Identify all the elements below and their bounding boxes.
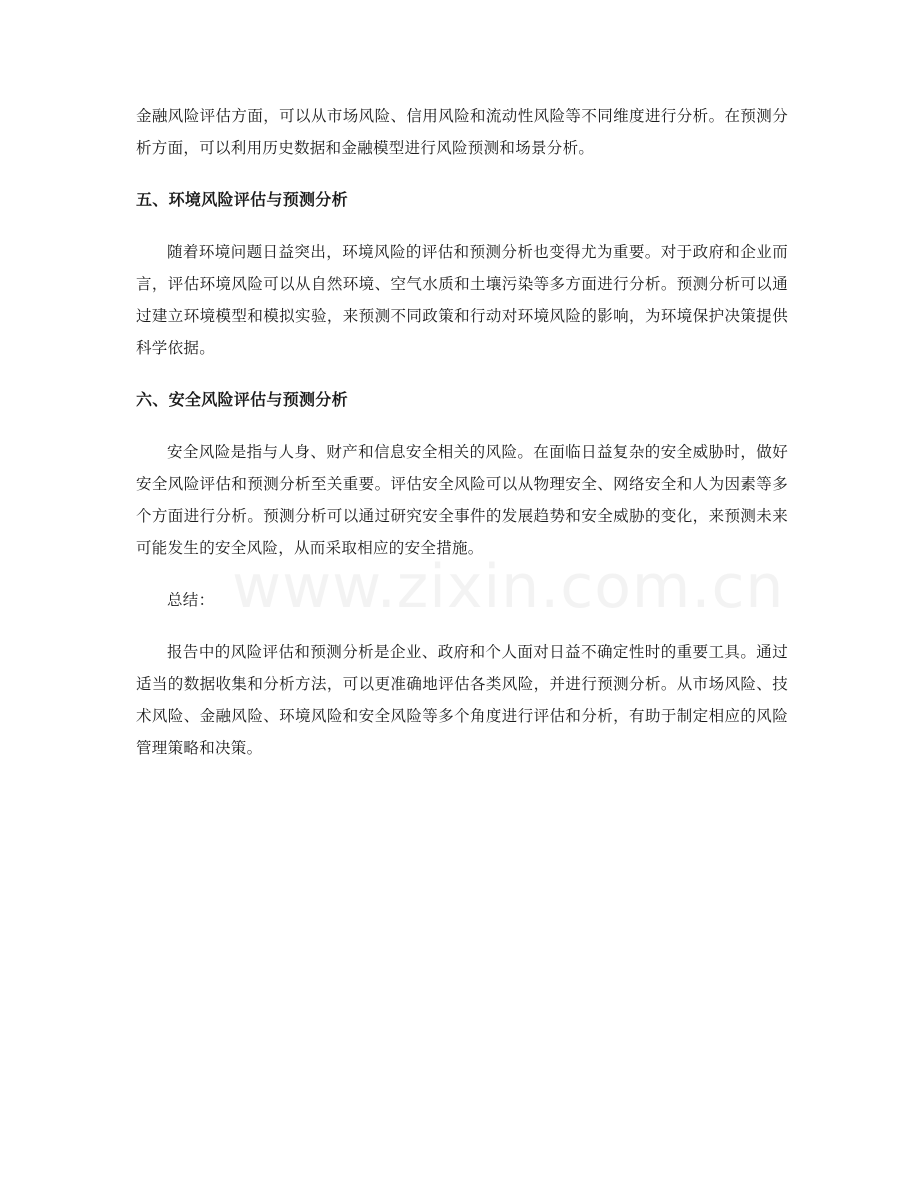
intro-paragraph: 金融风险评估方面，可以从市场风险、信用风险和流动性风险等不同维度进行分析。在预测分析方面，可以利用历史数据和金融模型进行风险预测和场景分析。: [136, 107, 788, 157]
document-body: [136, 100, 788, 764]
summary-paragraph: 报告中的风险评估和预测分析是企业、政府和个人面对日益不确定性时的重要工具。通过适当的数据收集和分析方法，可以更准确地评估各类风险，并进行预测分析。从市场风险、技术风险、金融风险、环境风险和安全风险等多个角度进行评估和分析，有助于制定相应的风险管理策略和决策。: [136, 643, 788, 757]
section-heading-environment: 五、环境风险评估与预测分析: [136, 190, 348, 209]
environment-paragraph: 随着环境问题日益突出，环境风险的评估和预测分析也变得尤为重要。对于政府和企业而言，评估环境风险可以从自然环境、空气水质和土壤污染等多方面进行分析。预测分析可以通过建立环境模型和模拟实验，来预测不同政策和行动对环境风险的影响，为环境保护决策提供科学依据。: [136, 243, 788, 357]
section-heading-security: 六、安全风险评估与预测分析: [136, 390, 348, 409]
summary-label: 总结：: [167, 591, 215, 609]
watermark: www.zixin.com.cn: [232, 552, 785, 622]
security-paragraph: 安全风险是指与人身、财产和信息安全相关的风险。在面临日益复杂的安全威胁时，做好安全风险评估和预测分析至关重要。评估安全风险可以从物理安全、网络安全和人为因素等多个方面进行分析。预测分析可以通过研究安全事件的发展趋势和安全威胁的变化，来预测未来可能发生的安全风险，从而采取相应的安全措施。: [136, 443, 788, 557]
